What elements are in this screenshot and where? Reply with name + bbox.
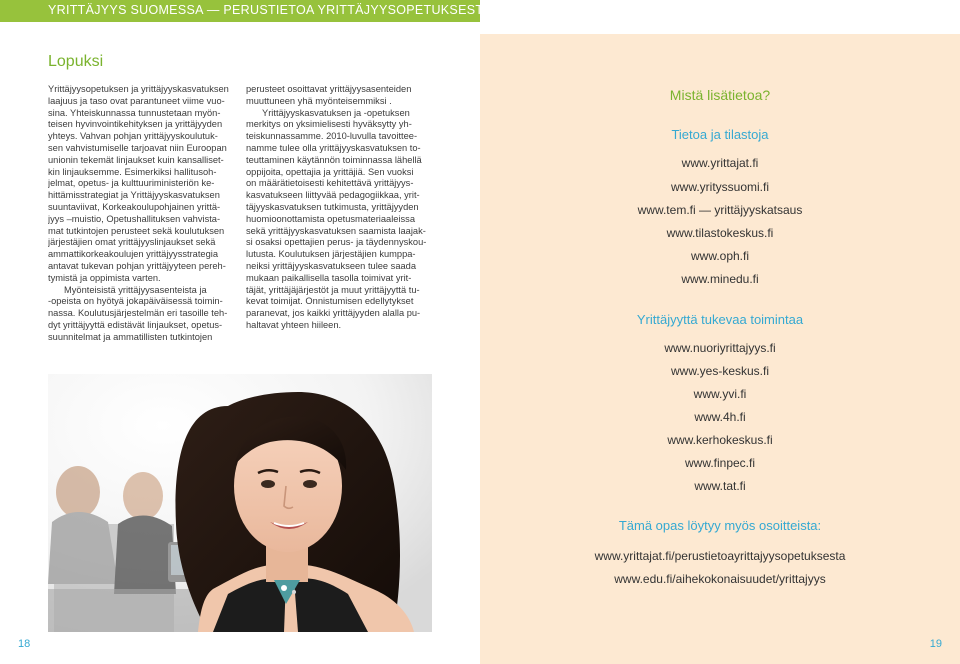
text-line: merkitys on yksimielisesti hyväksytty yh- bbox=[246, 119, 412, 130]
link-nuoriyrittajyys[interactable]: www.nuoriyrittajyys.fi bbox=[664, 341, 776, 355]
link-yrityssuomi[interactable]: www.yrityssuomi.fi bbox=[670, 180, 769, 194]
text-line: suunnitelmat ja ammatillisten tutkintojen bbox=[48, 331, 213, 342]
text-line: nassa. Koulutusjärjestelmän eri tasoille teh- bbox=[48, 308, 228, 319]
section-heading: Lopuksi bbox=[48, 53, 104, 70]
text-line: paranevat, jos kaikki yrittäjyyden alalla pu- bbox=[246, 308, 421, 319]
text-line: Yrittäjyysopetuksen ja yrittäjyyskasvatuksen bbox=[48, 84, 229, 94]
text-line: kevat toimijat. Onnistumisen edellytykset bbox=[246, 296, 414, 307]
text-line: sekä yrittäjyyskasvatuksen saamista laajak- bbox=[246, 225, 426, 236]
link-guide-edu[interactable]: www.edu.fi/aihekokonaisuudet/yrittajyys bbox=[614, 572, 826, 586]
link-tat[interactable]: www.tat.fi bbox=[694, 479, 746, 493]
text-line: Myönteisistä yrittäjyysasenteista ja bbox=[64, 284, 207, 295]
page-number-left: 18 bbox=[18, 638, 31, 650]
text-line: tymistä ja oppimista varten. bbox=[48, 272, 161, 283]
text-line: laajuus ja taso ovat parantuneet viime vuo- bbox=[48, 95, 225, 106]
link-oph[interactable]: www.oph.fi bbox=[690, 249, 750, 263]
text-line: yhteys. Vahvan pohjan yrittäjyyskoulutuk- bbox=[48, 131, 218, 142]
text-line: lutusta. Koulutuksen järjestäjien kumppa- bbox=[246, 249, 416, 260]
text-column-1 bbox=[48, 84, 238, 344]
text-line: ammattikorkeakoulujen yrittäjyysstrategia bbox=[48, 249, 218, 260]
link-minedu[interactable]: www.minedu.fi bbox=[681, 272, 759, 286]
header-bar bbox=[0, 0, 491, 22]
text-line: sina. Yhteiskunnassa tunnustetaan myön- bbox=[48, 107, 221, 118]
text-line: perusteet osoittavat yrittäjyysasenteiden bbox=[246, 84, 412, 94]
section-title-statistics: Tietoa ja tilastoja bbox=[671, 127, 769, 142]
text-line: kin linjauksemme. Esimerkiksi hallitusoh- bbox=[48, 166, 217, 177]
link-kerhokeskus[interactable]: www.kerhokeskus.fi bbox=[667, 433, 773, 447]
text-line: hittämisstrategiat ja Yrittäjyyskasvatuksen bbox=[48, 190, 220, 201]
section-title-support: Yrittäjyyttä tukevaa toimintaa bbox=[636, 312, 804, 327]
text-line: huomioonottamista opetusmateriaaleissa bbox=[246, 213, 415, 224]
text-line: suuntaviivat, Korkeakoulupohjainen yrittä- bbox=[48, 201, 221, 212]
link-yrittajat[interactable]: www.yrittajat.fi bbox=[681, 156, 759, 170]
text-line: namme tulee olla yrittäjyyskasvatuksen to- bbox=[246, 142, 421, 153]
section-title-guide-locations: Tämä opas löytyy myös osoitteista: bbox=[618, 518, 822, 533]
link-yvi[interactable]: www.yvi.fi bbox=[693, 387, 747, 401]
link-finpec[interactable]: www.finpec.fi bbox=[684, 456, 756, 470]
text-line: jyys –muistio, Opetushallituksen vahvista- bbox=[48, 213, 221, 224]
link-tem[interactable]: www.tem.fi — yrittäjyyskatsaus bbox=[637, 203, 803, 217]
text-line: neiksi yrittäjyyskasvatukseen tulee saada bbox=[246, 260, 417, 271]
text-line: täjät, yrittäjäjärjestöt ja muut yrittäjyyttä tu- bbox=[246, 284, 420, 295]
page-number-right: 19 bbox=[929, 638, 942, 650]
text-line: muuttuneen yhä myönteisemmiksi . bbox=[246, 95, 392, 106]
text-line: -opeista on hyötyä jokapäiväisessä toimin- bbox=[48, 296, 223, 307]
text-line: teisen hyvinvointikehityksen ja yrittäjyyden bbox=[48, 119, 223, 130]
link-yes-keskus[interactable]: www.yes-keskus.fi bbox=[670, 364, 770, 378]
text-line: Yrittäjyyskasvatuksen ja -opetuksen bbox=[262, 107, 410, 118]
text-column-2 bbox=[246, 84, 436, 332]
text-line: jelmat, opetus- ja kulttuuriministeriön ke- bbox=[48, 178, 215, 189]
text-line: kasvatukseen liittyvää pedagogiikkaa, yrit- bbox=[246, 190, 420, 201]
text-line: teiskunnassamme. 2010-luvulla tavoittee- bbox=[246, 131, 418, 142]
text-line: teuttaminen käytännön toiminnassa lähellä bbox=[246, 154, 422, 165]
header-title: YRITTÄJYYS SUOMESSA — PERUSTIETOA YRITTÄJYYSOPETUKSESTA bbox=[48, 3, 491, 17]
text-line: mukaan paikallisella tasolla toimivat yrit- bbox=[246, 272, 412, 283]
text-line: järjestäjien omat yrittäjyyslinjaukset sekä bbox=[48, 237, 216, 248]
text-line: oppijoita, opettajia ja yrittäjiä. Sen vuoksi bbox=[246, 166, 414, 177]
link-guide-yrittajat[interactable]: www.yrittajat.fi/perustietoayrittajyysopetuksesta bbox=[594, 549, 846, 563]
woman-photo bbox=[48, 374, 432, 632]
text-line: antavat tukevan pohjan yrittäjyyteen pereh- bbox=[48, 260, 226, 271]
text-line: haltavat yhteen hiileen. bbox=[246, 319, 342, 330]
text-line: unionin tekemät linjaukset kuin kansalliset- bbox=[48, 154, 224, 165]
text-line: dyt yrittäjyyttä edistävät linjaukset, opetus- bbox=[48, 319, 223, 330]
text-line: täjyyskasvatuksen tutkimusta, yrittäjyyden bbox=[246, 201, 419, 212]
text-line: sen vahvistumiselle tarjoavat niin Euroopan bbox=[48, 142, 227, 153]
text-line: mat tutkintojen perusteet sekä koulutuksen bbox=[48, 225, 225, 236]
text-line: on määrätietoisesti kehitettävä yrittäjyys- bbox=[246, 178, 414, 189]
info-title: Mistä lisätietoa? bbox=[669, 87, 771, 103]
text-line: si osaksi opettajien perus- ja täydennyskou- bbox=[246, 237, 427, 248]
link-4h[interactable]: www.4h.fi bbox=[694, 410, 746, 424]
link-tilastokeskus[interactable]: www.tilastokeskus.fi bbox=[666, 226, 774, 240]
